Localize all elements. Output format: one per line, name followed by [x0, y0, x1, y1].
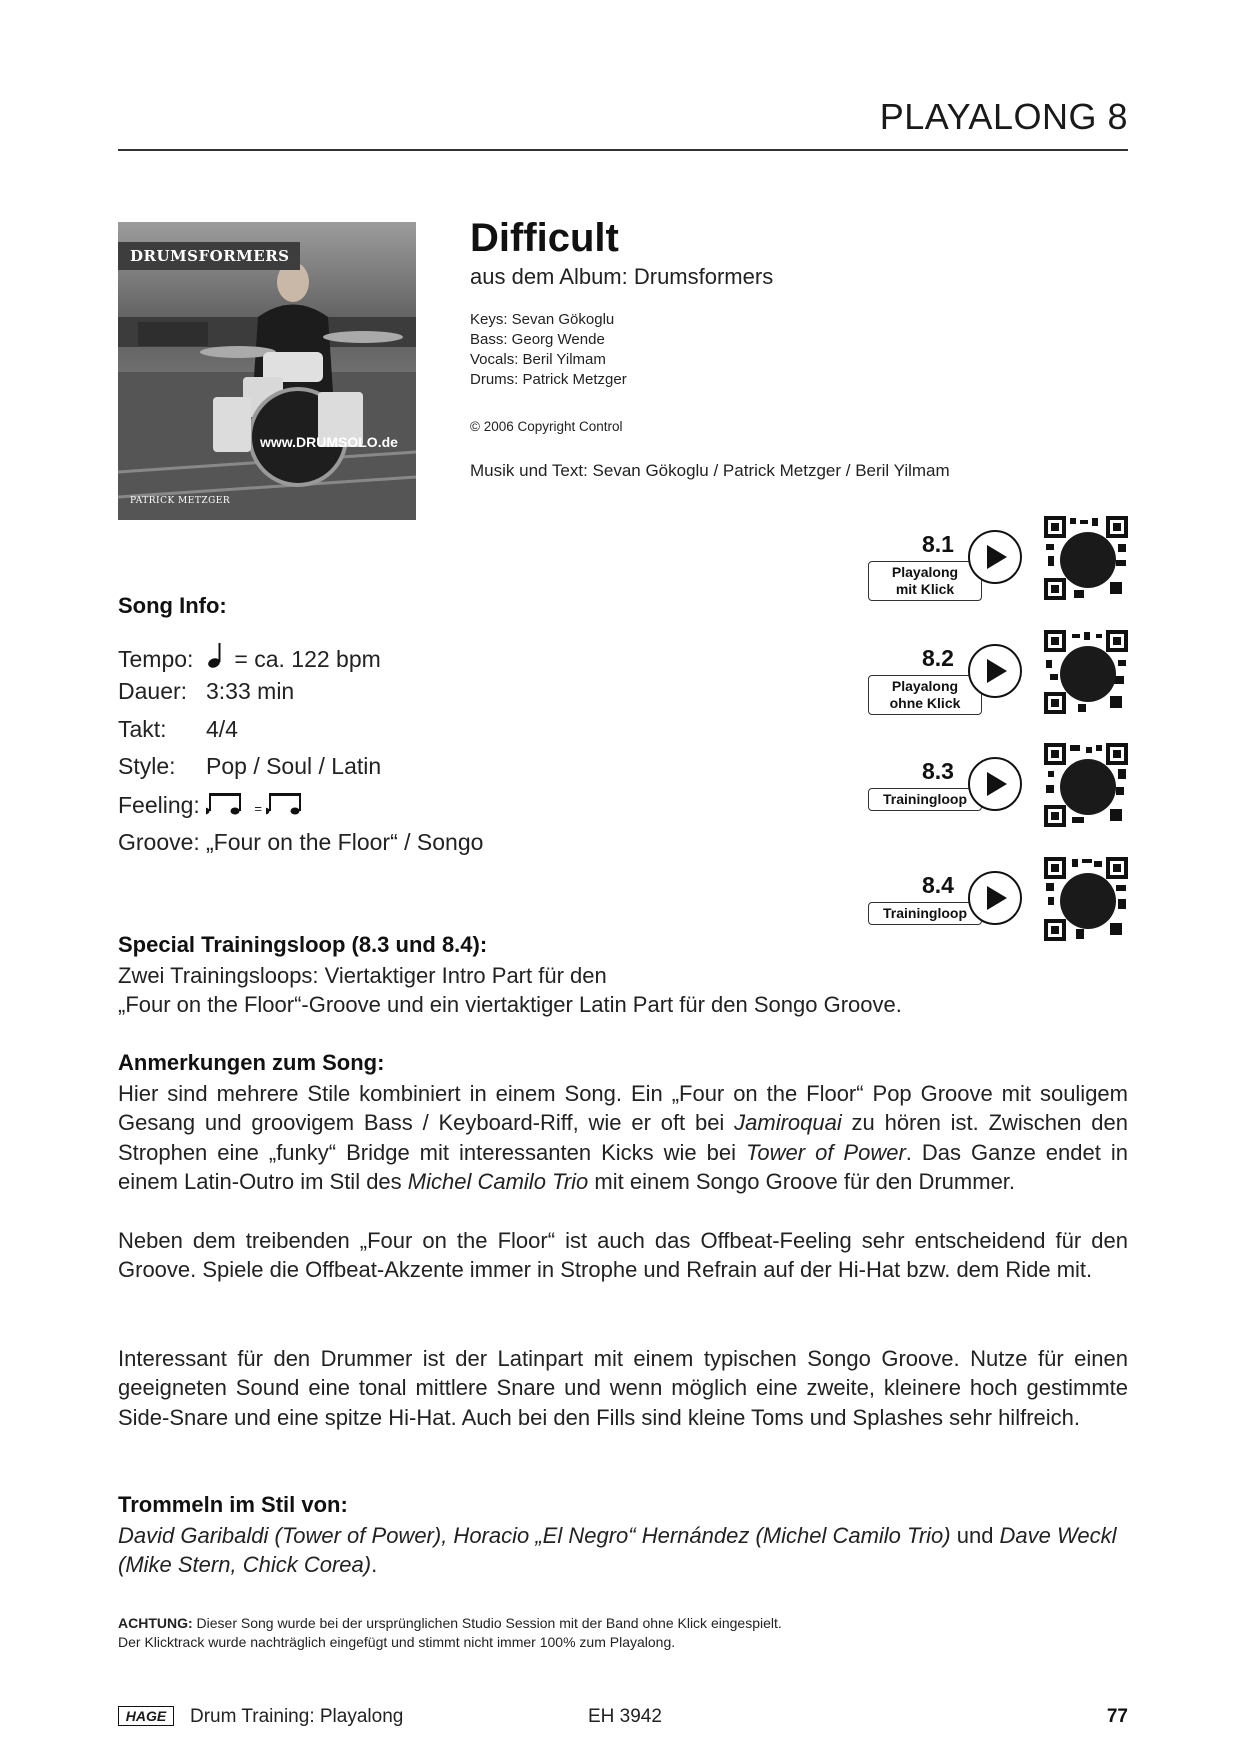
track-8-1-qr-code[interactable] — [1044, 516, 1128, 600]
achtung-line-1: Dieser Song wurde bei der ursprünglichen Studio Session mit der Band ohne Klick eingespielt. — [192, 1615, 782, 1631]
footer-book-title: Drum Training: Playalong — [190, 1706, 404, 1727]
track-8-4-qr-code[interactable] — [1044, 857, 1128, 941]
achtung-note — [118, 1614, 782, 1652]
song-title: Difficult — [470, 216, 619, 260]
p1-jamiroquai: Jamiroquai — [734, 1110, 842, 1136]
p1-text-d: mit einem Songo Groove für den Drummer. — [588, 1168, 1016, 1194]
groove-row — [118, 829, 483, 856]
takt-label: Takt: — [118, 716, 167, 742]
track-8-2-label — [868, 675, 982, 715]
track-8-4-line1: Trainingloop — [883, 905, 967, 921]
p1-tower-of-power: Tower of Power — [745, 1139, 906, 1165]
publisher-logo: HAGE — [118, 1706, 174, 1726]
takt-row — [118, 716, 238, 743]
groove-label: Groove: — [118, 829, 200, 855]
anmerkungen-paragraph-3: Interessant für den Drummer ist der Latinpart mit einem typischen Songo Groove. Nutze für einen geeigneten Sound eine tonal mittlere Snare und wenn möglich eine zweite, kleinere hoch gestimmte Side-Snare und eine spitze Hi-Hat. Auch bei den Fills sind kleine Toms und Splashes sehr hilfreich. — [118, 1346, 1128, 1430]
cover-artist: PATRICK METZGER — [130, 496, 231, 506]
tempo-row — [118, 641, 381, 673]
track-8-4-play-button[interactable] — [968, 871, 1022, 925]
track-8-2-line2: ohne Klick — [889, 695, 961, 711]
feeling-label: Feeling: — [118, 792, 200, 818]
track-8-2-play-button[interactable] — [968, 644, 1022, 698]
track-8-3-line1: Trainingloop — [883, 791, 967, 807]
dauer-value: 3:33 min — [206, 678, 295, 704]
credits-list — [470, 310, 627, 390]
play-icon — [987, 886, 1007, 910]
track-8-1-line2: mit Klick — [895, 581, 955, 597]
anmerkungen-heading: Anmerkungen zum Song: — [118, 1050, 385, 1075]
footer-catalog-number: EH 3942 — [588, 1706, 662, 1727]
play-icon — [987, 545, 1007, 569]
achtung-label: ACHTUNG: — [118, 1615, 193, 1631]
p1-text-c: . Das Ganze endet in einem Latin-Outro im Stil des — [118, 1139, 1128, 1194]
p1-michel-camilo-trio: Michel Camilo Trio — [407, 1168, 589, 1194]
trommeln-text — [118, 1521, 1128, 1580]
tempo-value: = ca. 122 bpm — [234, 646, 381, 672]
trommeln-heading: Trommeln im Stil von: — [118, 1492, 348, 1517]
album-line: aus dem Album: Drumsformers — [470, 264, 774, 289]
credit-vocals: Vocals: Beril Yilmam — [470, 351, 606, 368]
credit-keys: Keys: Sevan Gökoglu — [470, 311, 615, 328]
cover-logo: www.DRUMSOLO.de — [260, 434, 398, 450]
trommeln-weckl: Dave Weckl (Mike Stern, Chick Corea) — [118, 1523, 1117, 1578]
track-8-3-label — [868, 788, 982, 811]
cover-title: DRUMSFORMERS — [118, 242, 300, 270]
p1-text-b: zu hören ist. Zwischen den Strophen eine „funky“ Bridge mit interessanten Kicks wie bei — [118, 1110, 1129, 1165]
style-row — [118, 753, 381, 780]
track-8-4-number: 8.4 — [922, 872, 954, 898]
play-icon — [987, 659, 1007, 683]
trommeln-garibaldi-hernandez: David Garibaldi (Tower of Power), Horacio „El Negro“ Hernández (Michel Camilo Trio) — [118, 1523, 951, 1548]
anmerkungen-paragraph-2: Neben dem treibenden „Four on the Floor“ ist auch das Offbeat-Feeling sehr entscheidend für den Groove. Spiele die Offbeat-Akzente immer in Strophe und Refrain auf der Hi-Hat bzw. dem Ride mit. — [118, 1228, 1128, 1283]
track-8-2-number: 8.2 — [922, 645, 954, 671]
track-8-1-play-button[interactable] — [968, 530, 1022, 584]
achtung-line-2: Der Klicktrack wurde nachträglich eingefügt und stimmt nicht immer 100% zum Playalong. — [118, 1634, 676, 1650]
copyright: © 2006 Copyright Control — [470, 419, 623, 434]
dauer-label: Dauer: — [118, 678, 188, 704]
quarter-note-icon — [206, 641, 228, 669]
track-8-3-qr-code[interactable] — [1044, 743, 1128, 827]
track-8-2-line1: Playalong — [891, 678, 959, 694]
swing-eighths-icon — [266, 791, 304, 817]
track-8-3-play-button[interactable] — [968, 757, 1022, 811]
takt-value: 4/4 — [206, 716, 238, 742]
feeling-equals: = — [254, 801, 262, 816]
style-label: Style: — [118, 753, 176, 779]
header-divider — [118, 149, 1128, 151]
track-8-1-label — [868, 561, 982, 601]
special-heading: Special Trainingsloop (8.3 und 8.4): — [118, 932, 488, 957]
trommeln-end: . — [371, 1552, 378, 1578]
album-cover — [118, 222, 416, 520]
groove-value: „Four on the Floor“ / Songo — [206, 829, 484, 855]
page-number: 77 — [1106, 1706, 1128, 1727]
p1-text-a: Hier sind mehrere Stile kombiniert in einem Song. Ein „Four on the Floor“ Pop Groove mit souligem Gesang und groovigem Bass / Keyboard-Riff, wie er oft bei — [118, 1081, 1128, 1136]
track-8-4-label — [868, 902, 982, 925]
credit-drums: Drums: Patrick Metzger — [470, 371, 627, 388]
special-text — [118, 961, 1128, 1020]
special-line-1: Zwei Trainingsloops: Viertaktiger Intro Part für den — [118, 963, 607, 988]
feeling-row — [118, 791, 304, 819]
special-line-2: „Four on the Floor“-Groove und ein viertaktiger Latin Part für den Songo Groove. — [118, 992, 902, 1018]
tempo-label: Tempo: — [118, 646, 194, 672]
credit-bass: Bass: Georg Wende — [470, 331, 605, 348]
song-info-heading: Song Info: — [118, 593, 227, 618]
eighth-notes-icon — [206, 791, 244, 817]
track-8-3-number: 8.3 — [922, 758, 954, 784]
play-icon — [987, 772, 1007, 796]
track-8-1-number: 8.1 — [922, 531, 954, 557]
track-8-1-line1: Playalong — [891, 564, 959, 580]
page-header-title: PLAYALONG 8 — [879, 96, 1128, 137]
style-value: Pop / Soul / Latin — [206, 753, 382, 779]
anmerkungen-paragraph-1 — [118, 1079, 1128, 1196]
trommeln-und: und — [950, 1523, 1000, 1548]
dauer-row — [118, 678, 294, 705]
track-8-2-qr-code[interactable] — [1044, 630, 1128, 714]
music-text-credit: Musik und Text: Sevan Gökoglu / Patrick Metzger / Beril Yilmam — [470, 461, 950, 480]
